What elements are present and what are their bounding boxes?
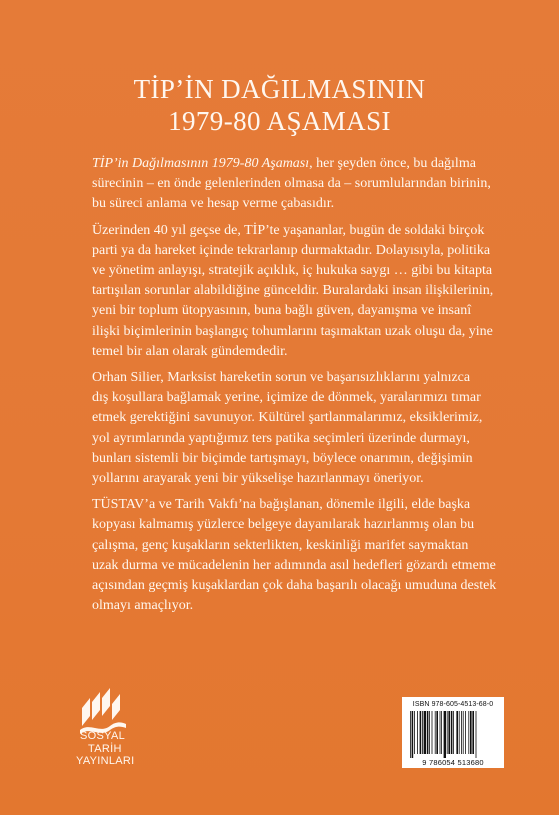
barcode-bar bbox=[472, 711, 474, 754]
blurb-line bbox=[92, 536, 492, 556]
book-title-italic: TİP’in Dağılmasının 1979-80 Aşaması bbox=[92, 156, 310, 171]
barcode-bar bbox=[412, 711, 414, 758]
barcode-bar bbox=[422, 711, 423, 754]
barcode-bar bbox=[410, 711, 411, 758]
blurb-line-text: Üzerinden 40 yıl geçse de, TİP’te yaşananlar, bugün de soldaki birçok bbox=[92, 222, 485, 238]
blurb-line bbox=[92, 174, 492, 194]
blurb-paragraph bbox=[92, 495, 497, 616]
barcode-digits: 9 786054 513680 bbox=[422, 758, 484, 767]
publisher-block bbox=[60, 686, 145, 776]
blurb-line bbox=[92, 301, 492, 321]
blurb-line bbox=[92, 388, 492, 408]
blurb-text bbox=[92, 154, 497, 622]
isbn-barcode-box bbox=[402, 697, 504, 768]
cover-title-line-1: TİP’İN DAĞILMASININ bbox=[133, 74, 426, 104]
barcode-bar bbox=[448, 711, 450, 754]
blurb-line bbox=[92, 194, 492, 214]
barcode-bar bbox=[414, 711, 415, 754]
barcode-bar bbox=[441, 711, 442, 754]
blurb-paragraph bbox=[92, 154, 492, 215]
blurb-line bbox=[92, 342, 492, 362]
blurb-line-text: bunları sistemli bir biçimde tartışmayı, böylece onarımın, değişimin bbox=[92, 450, 473, 466]
barcode-icon bbox=[408, 711, 498, 758]
barcode-bar bbox=[417, 711, 418, 754]
blurb-line-text: , her şeyden önce, bu dağılma bbox=[309, 156, 476, 171]
blurb-line-text: parti ya da hareket içinde tekrarlanıp durmaktadır. Dolayısıyla, politika bbox=[92, 242, 491, 258]
blurb-line-text: Orhan Silier, Marksist hareketin sorun ve başarısızlıklarını yalnızca bbox=[92, 370, 471, 386]
barcode-bar bbox=[463, 711, 464, 754]
barcode-bar bbox=[456, 711, 458, 754]
barcode-bar bbox=[465, 711, 466, 754]
blurb-line-text: TÜSTAV’a ve Tarih Vakfı’na bağışlanan, dönemle ilgili, elde başka bbox=[92, 497, 471, 513]
barcode-bar bbox=[432, 711, 433, 754]
blurb-line bbox=[92, 368, 492, 388]
barcode-bar bbox=[470, 711, 472, 754]
blurb-line-text: etmek gerektiğini savunuyor. Kültürel şartlanmalarımız, eksiklerimiz, bbox=[92, 410, 483, 426]
blurb-line-text: olmayı amaçlıyor. bbox=[92, 598, 194, 614]
blurb-line-text: yol ayrımlarında yaptığımız ters patika seçimleri üzerinde durmayı, bbox=[92, 430, 470, 446]
barcode-bar bbox=[451, 711, 453, 754]
publisher-name bbox=[70, 730, 140, 768]
blurb-line-text: bu süreci anlama ve hesap verme çabasıdır. bbox=[92, 196, 335, 212]
isbn-label: ISBN 978-605-4513-68-0 bbox=[412, 701, 494, 708]
barcode-bar bbox=[440, 711, 441, 754]
blurb-line bbox=[92, 408, 492, 428]
blurb-line-text: tartışılan sorunlar alabildiğine günceldir. Buralardaki insan ilişkilerinin, bbox=[92, 283, 494, 299]
blurb-line bbox=[92, 281, 492, 301]
blurb-line-text: yollarını arayarak yeni bir yükselişe hazırlanmayı öneriyor. bbox=[92, 471, 424, 487]
blurb-line bbox=[92, 241, 492, 261]
barcode-bar bbox=[427, 711, 429, 754]
barcode-bar bbox=[447, 711, 448, 754]
blurb-line bbox=[92, 515, 492, 535]
blurb-line-text: uzak durma ve mücadelenin her adımında asıl hedefleri gözardı etmeme bbox=[92, 557, 496, 573]
barcode-bar bbox=[453, 711, 454, 754]
blurb-line bbox=[92, 261, 492, 281]
blurb-line-text: çalışma, genç kuşakların sekterlikten, keskinliği marifet saymaktan bbox=[92, 537, 469, 553]
blurb-line bbox=[92, 495, 492, 515]
barcode-bar bbox=[459, 711, 460, 754]
barcode-bar bbox=[424, 711, 426, 754]
publisher-name-line-1: SOSYAL bbox=[80, 730, 126, 742]
barcode-bar bbox=[468, 711, 469, 754]
blurb-line-text: kopyası kalmamış yüzlerce belgeye dayanılarak hazırlanmış olan bu bbox=[92, 517, 475, 533]
blurb-line-text: sürecinin – en önde gelenlerinden olmasa da – sorumlularından birinin, bbox=[92, 176, 491, 192]
blurb-line bbox=[92, 221, 492, 241]
publisher-name-line-3: YAYINLARI bbox=[76, 755, 135, 767]
blurb-line bbox=[92, 322, 492, 342]
blurb-paragraph bbox=[92, 221, 492, 362]
blurb-line-text: temel bir alan olarak gündemdedir. bbox=[92, 343, 288, 359]
blurb-line-text: ilişki biçimlerinin başlangıç tohumlarını taşımaktan uzak oluşu da, yine bbox=[92, 323, 493, 339]
blurb-line bbox=[92, 556, 496, 576]
blurb-line-text: yeni bir toplum ütopyasının, buna bağlı güven, dayanışma ve insanî bbox=[92, 303, 472, 319]
barcode-bar bbox=[461, 711, 462, 754]
blurb-line bbox=[92, 596, 492, 616]
barcode-bar bbox=[420, 711, 422, 754]
barcode-bar bbox=[435, 711, 436, 754]
publisher-name-line-2: TARİH bbox=[88, 742, 122, 755]
cover-title-line-2: 1979-80 AŞAMASI bbox=[168, 106, 391, 136]
blurb-line bbox=[92, 469, 492, 489]
blurb-line-text: ve yönetim anlayışı, stratejik açıklık, iç hukuka saygı … gibi bu kitapta bbox=[92, 263, 493, 279]
blurb-line bbox=[92, 154, 492, 174]
barcode-bar bbox=[444, 711, 446, 758]
blurb-paragraph bbox=[92, 368, 492, 489]
barcode-bar bbox=[476, 711, 477, 758]
blurb-line-text: dış koşullara bağlamak yerine, içimize de dönmek, yaralarımızı tımar bbox=[92, 390, 481, 406]
blurb-line-text: açısından geçmiş kuşaklardan çok daha başarılı olacağı umuduna destek bbox=[92, 578, 497, 594]
barcode-bar bbox=[436, 711, 438, 754]
blurb-line bbox=[92, 429, 492, 449]
barcode-bar bbox=[429, 711, 430, 754]
blurb-line bbox=[92, 449, 492, 469]
blurb-line bbox=[92, 576, 497, 596]
